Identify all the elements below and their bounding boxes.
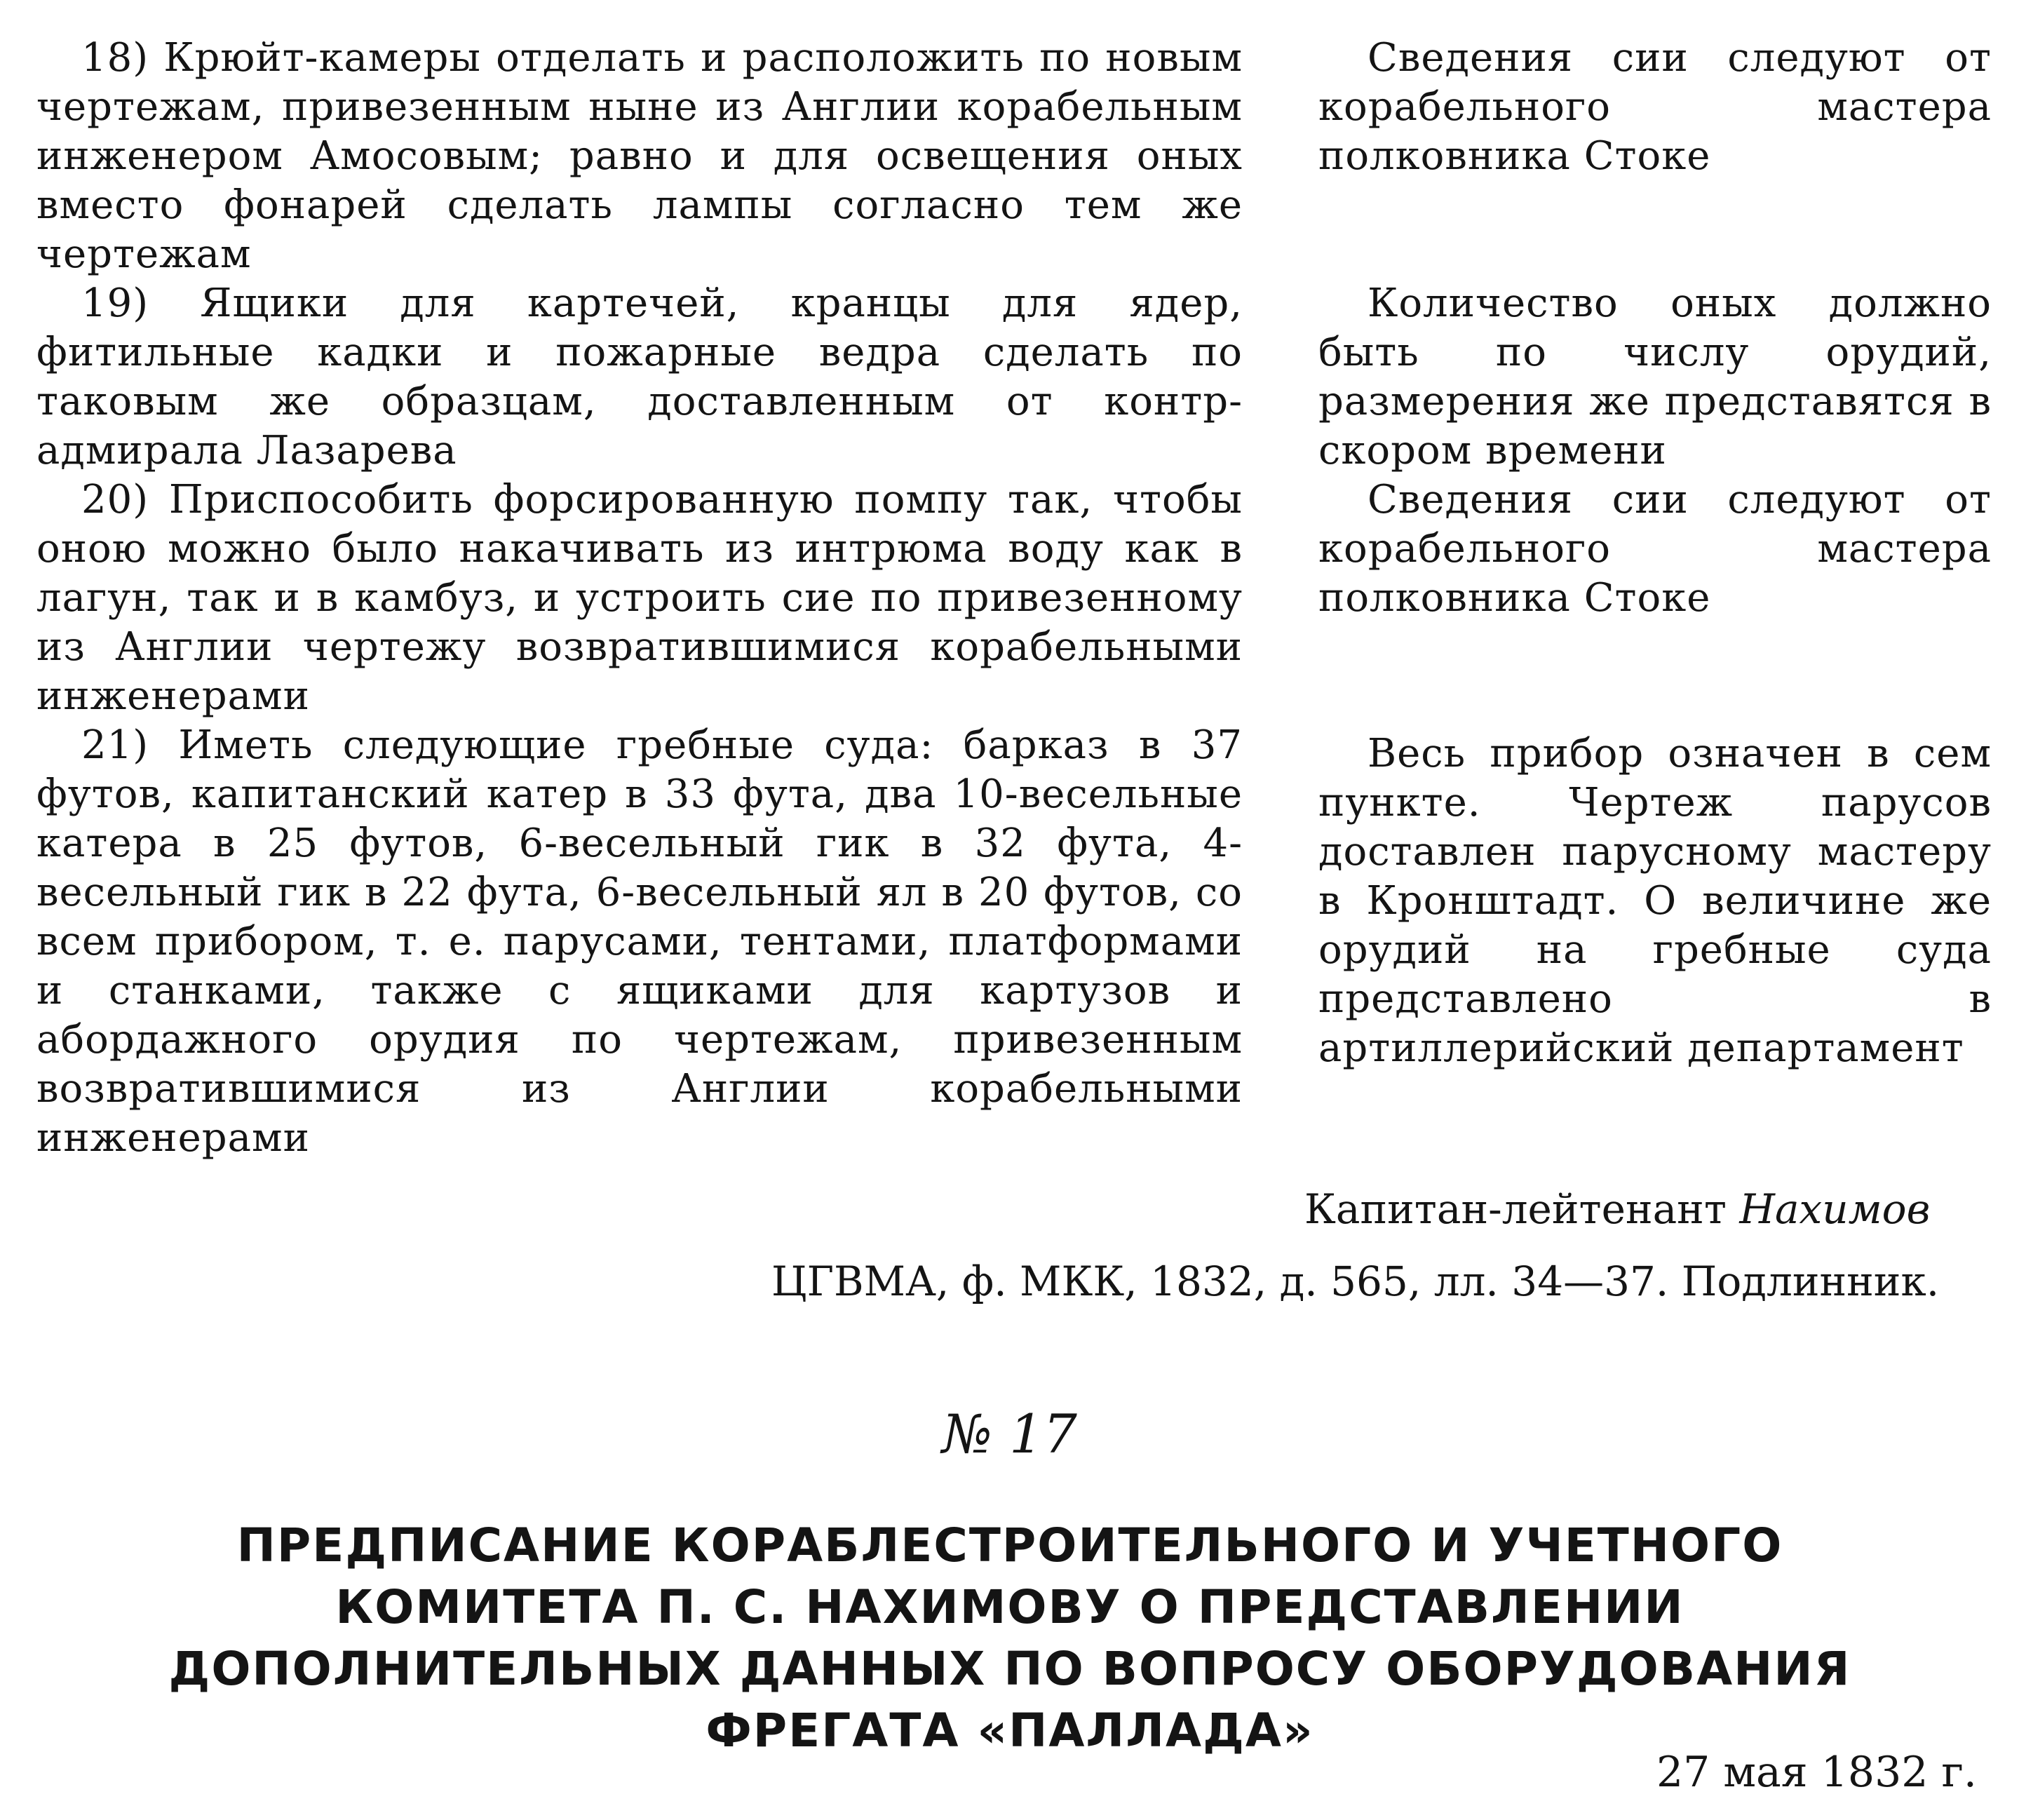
item-21 [36,721,1271,1163]
item-19 [36,279,1271,476]
item-20 [36,476,1271,721]
item-18-text: 18) Крюйт-камеры отделать и расположить по новым чертежам, привезенным ныне из Англии корабельным инженером Амосовым; равно и для освещения оных вместо фонарей сделать лампы согласно тем же чертежам [36,35,1243,277]
item-20-text: 20) Приспособить форсированную помпу так, чтобы оною можно было накачивать из интрюма воду как в лагун, так и в камбуз, и устроить сие по привезенному из Англии чертежу возвратившимися корабельными инженерами [36,477,1243,719]
note-item-20: Сведения сии следуют от корабельного мастера полковника Стоке [1318,477,1992,621]
archive-reference: ЦГВМА, ф. МКК, 1832, д. 565, лл. 34—37. Подлинник. [771,1258,1940,1305]
note-item-21: Весь прибор означен в сем пункте. Чертеж парусов доставлен парусному мастеру в Кронштадт. О величине же орудий на гребные суда представлено в артиллерийский департамент [1318,731,1992,1071]
item-21-text: 21) Иметь следующие гребные суда: барказ в 37 футов, капитанский катер в 33 фута, два 10-весельные катера в 25 футов, 6-весельный гик в 32 фута, 4-весельный гик в 22 фута, 6-весельный ял в 20 футов, со всем прибором, т. е. парусами, тентами, платформами и станками, также с ящиками для картузов и абордажного орудия по чертежам, привезенным возвратившимися из Англии корабельными инженерами [36,722,1243,1161]
signature-name: Нахимов [1739,1185,1931,1233]
document-title: ПРЕДПИСАНИЕ КОРАБЛЕСТРОИТЕЛЬНОГО И УЧЕТНОГО КОМИТЕТА П. С. НАХИМОВУ О ПРЕДСТАВЛЕНИИ ДОПОЛНИТЕЛЬНЫХ ДАННЫХ ПО ВОПРОСУ ОБОРУДОВАНИЯ ФРЕГАТА «ПАЛЛАДА» [168,1518,1851,1758]
document-date: 27 мая 1832 г. [1656,1748,1977,1797]
signature [1304,1184,1992,1234]
item-18 [36,34,1271,279]
document-number: № 17 [942,1403,1077,1465]
note-item-19: Количество оных должно быть по числу орудий, размерения же представятся в скором времени [1318,281,1992,473]
item-19-text: 19) Ящики для картечей, кранцы для ядер, фитильные кадки и пожарные ведра сделать по таковым же образцам, доставленным от контр-адмирала Лазарева [36,281,1243,473]
signature-rank: Капитан-лейтенант [1304,1185,1727,1233]
note-item-18: Сведения сии следуют от корабельного мастера полковника Стоке [1318,35,1992,179]
items-column [36,34,1271,1163]
